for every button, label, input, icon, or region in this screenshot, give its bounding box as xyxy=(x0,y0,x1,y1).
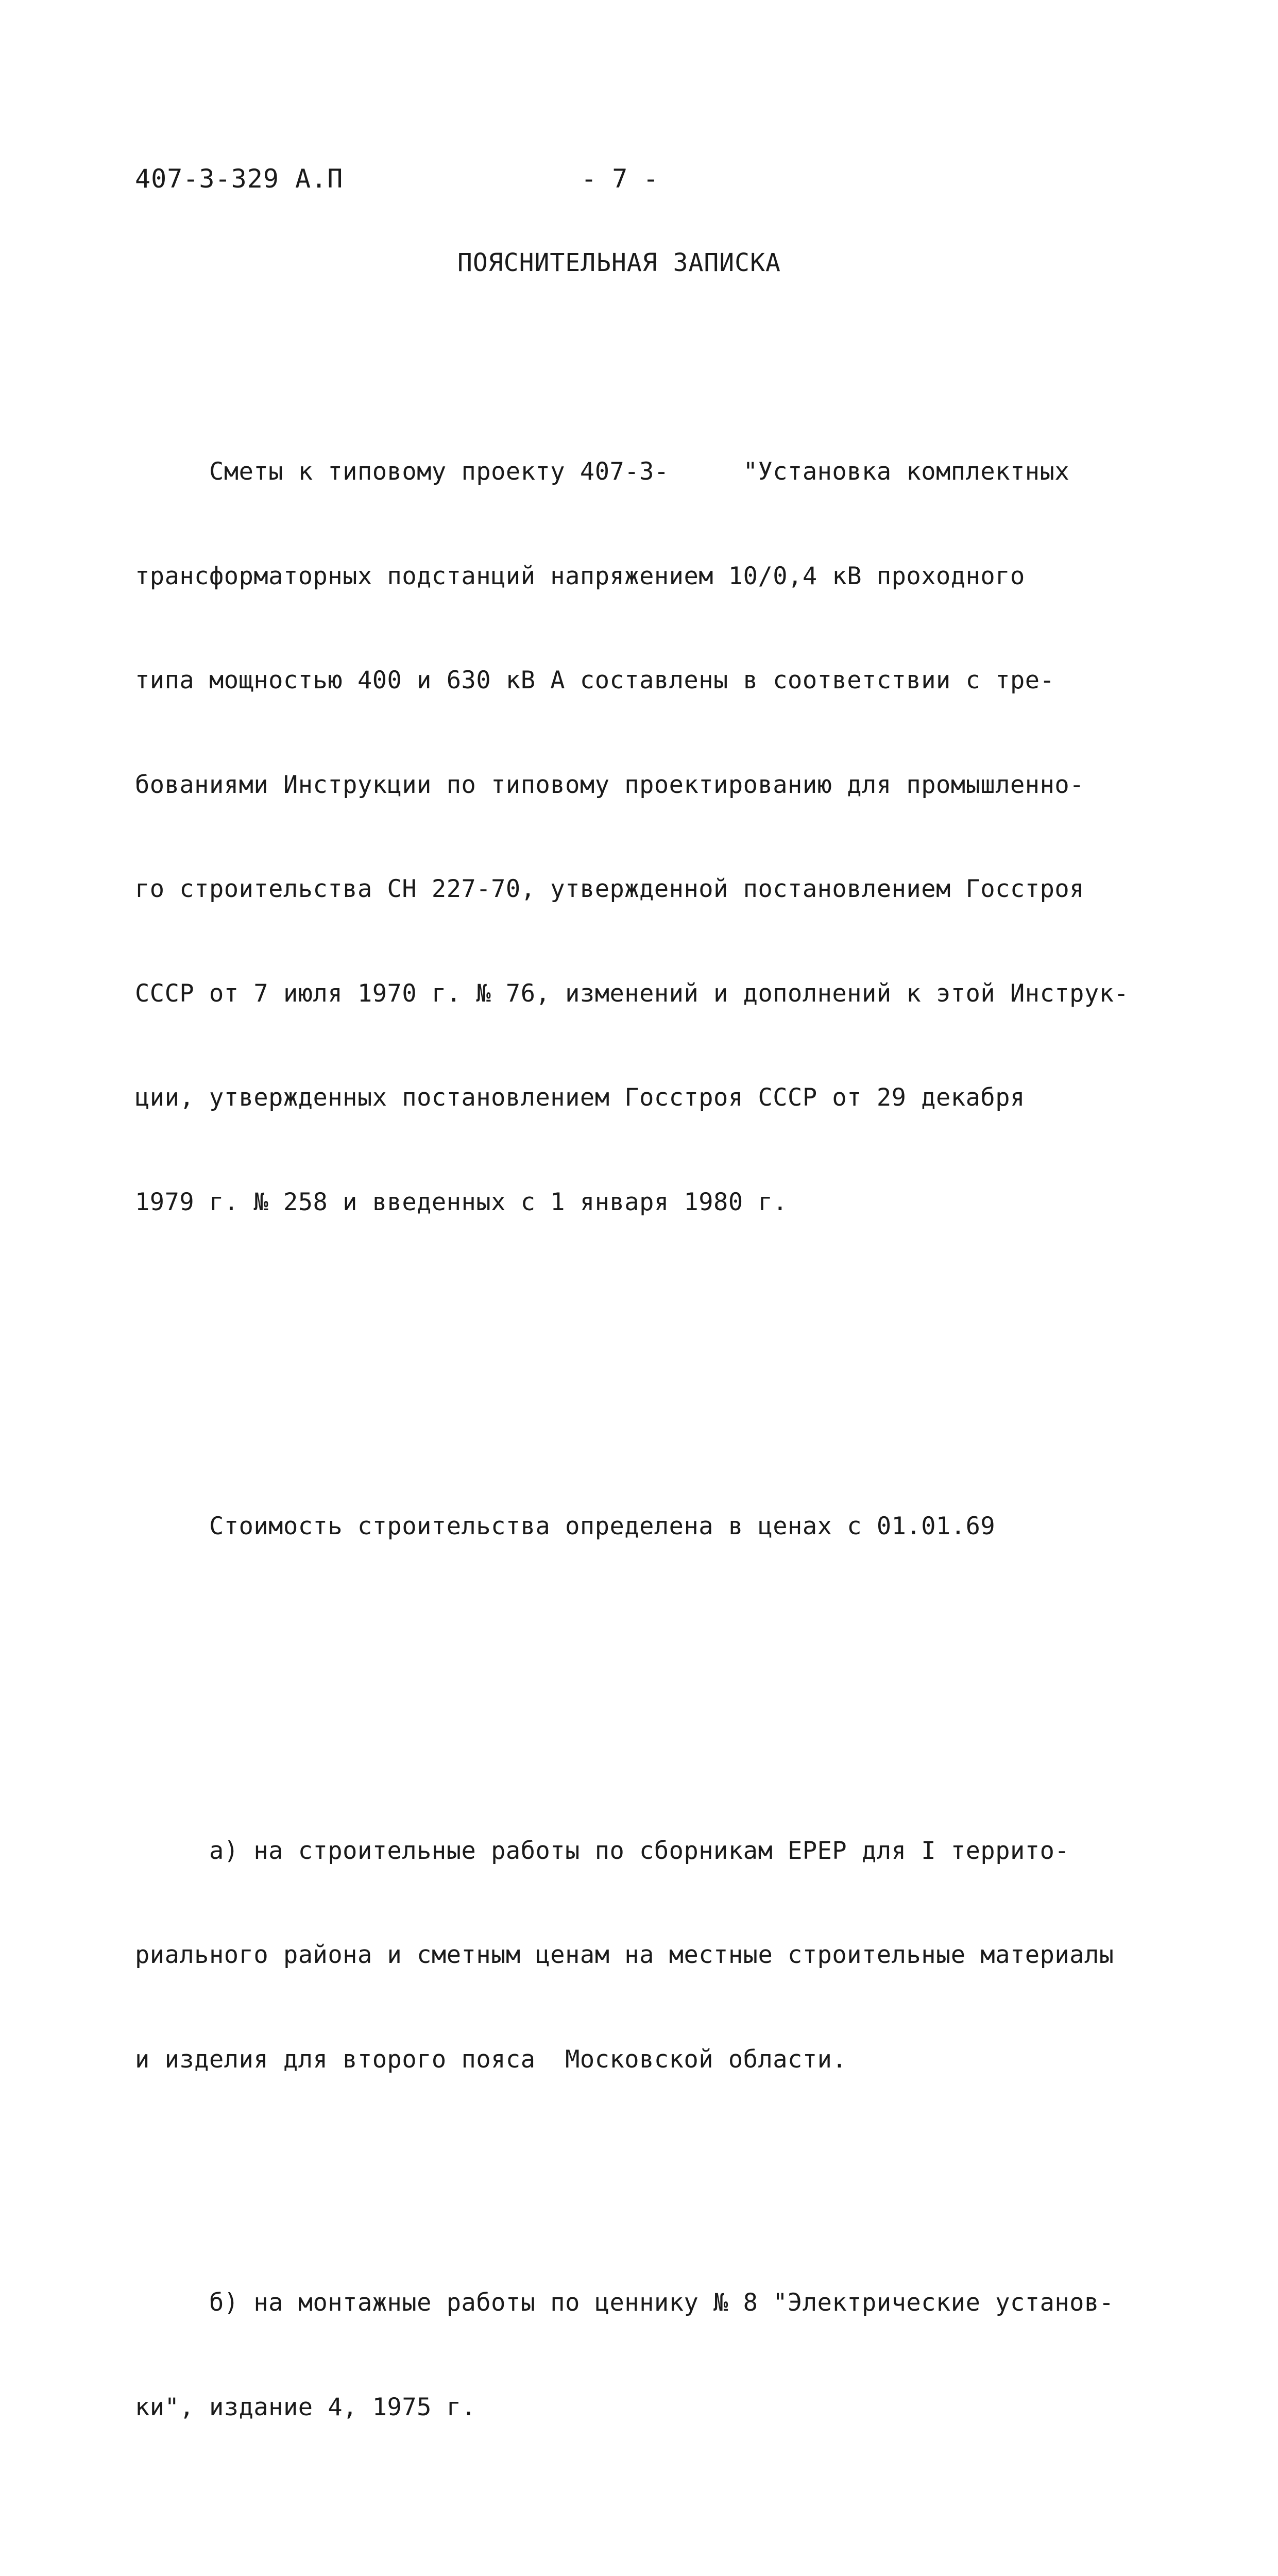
paragraph-item-b xyxy=(135,2216,1165,2494)
text-line: и изделия для второго пояса Московской области. xyxy=(135,2045,847,2074)
text-line: СССР от 7 июля 1970 г. № 76, изменений и дополнений к этой Инструк- xyxy=(135,979,1129,1008)
document-code: 407-3-329 А.П xyxy=(135,164,344,194)
text-line: го строительства СН 227-70, утвержденной постановлением Госстроя xyxy=(135,875,1084,903)
text-line: Стоимость строительства определена в ценах с 01.01.69 xyxy=(135,1512,996,1540)
text-line: риального района и сметным ценам на местные строительные материалы xyxy=(135,1941,1114,1969)
text-line: 1979 г. № 258 и введенных с 1 января 1980 г. xyxy=(135,1188,788,1216)
text-line: ки", издание 4, 1975 г. xyxy=(135,2393,476,2421)
text-line: ции, утвержденных постановлением Госстроя СССР от 29 декабря xyxy=(135,1083,1025,1112)
text-line: бованиями Инструкции по типовому проектированию для промышленно- xyxy=(135,770,1084,799)
text-line: Сметы к типовому проекту 407-3- "Установка комплектных xyxy=(135,457,1070,486)
text-line: трансформаторных подстанций напряжением 10/0,4 кВ проходного xyxy=(135,562,1025,590)
document-body xyxy=(135,315,1165,2576)
page-number: - 7 - xyxy=(581,164,659,194)
document-title: ПОЯСНИТЕЛЬНАЯ ЗАПИСКА xyxy=(457,248,781,277)
paragraph-estimates xyxy=(135,385,1165,1289)
text-line: б) на монтажные работы по ценнику № 8 "Электрические установ- xyxy=(135,2289,1114,2317)
text-line: типа мощностью 400 и 630 кВ А составлены в соответствии с тре- xyxy=(135,666,1055,694)
text-line: а) на строительные работы по сборникам ЕРЕР для I террито- xyxy=(135,1836,1070,1865)
paragraph-item-a xyxy=(135,1764,1165,2147)
paragraph-cost-basis xyxy=(135,1439,1165,1614)
